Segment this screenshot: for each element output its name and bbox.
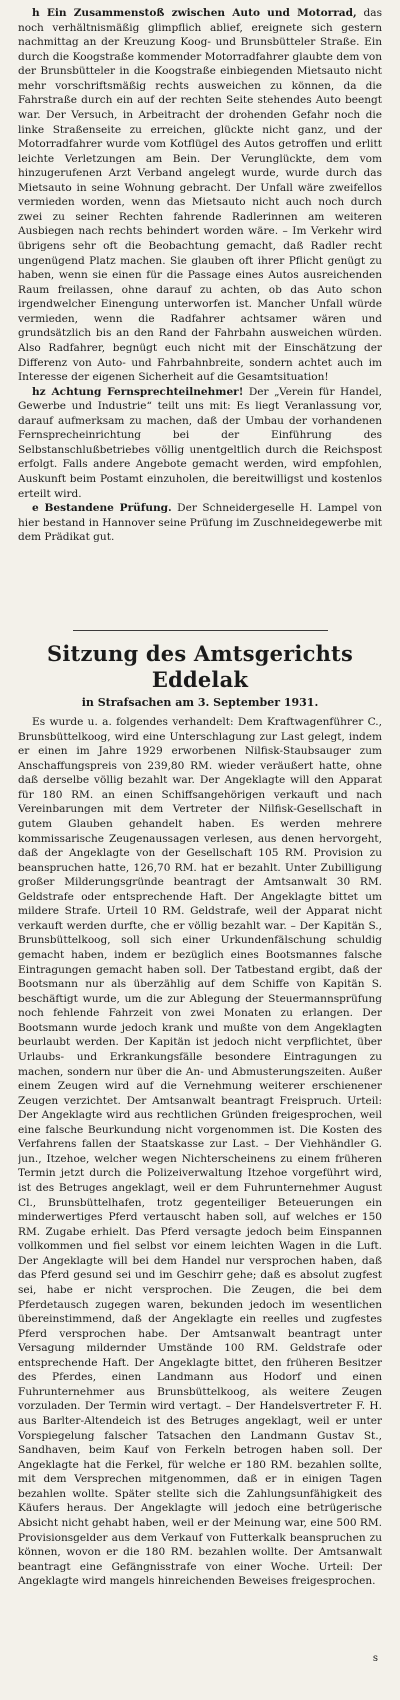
news-item-headline: hz Achtung Fernsprechteilnehmer! xyxy=(32,385,244,398)
section-divider xyxy=(73,630,328,631)
news-item-collision xyxy=(18,6,382,385)
court-report-body xyxy=(18,715,382,1700)
news-item-text: das noch verhältnismäßig glimpflich ablief, ereignete sich gestern nachmittag an der Kreuzung Koog- und Brunsbütteler Straße. Ein durch die Koogstraße kommender Motorradfahrer glaubte dem von der Brunsbütteler in die Koogstraße einbiegenden Mietsauto nicht mehr vorschriftsmäßig rechts ausweichen zu können, da die Fahrstraße durch ein auf der rechten Seite stehendes Auto beengt war. Der Versuch, in Arbeitracht der drohenden Gefahr noch die linke Straßenseite zu erreichen, glückte nicht ganz, und der Motorradfahrer wurde vom Kotflügel des Autos getroffen und erlitt leichte Verletzungen am Bein. Der Verunglückte, dem vom hinzugerufenen Arzt Verband angelegt wurde, wurde durch das Mietsauto in seine Wohnung gebracht. Der Unfall wäre zweifellos vermieden worden, wenn das Mietsauto nicht auch noch durch zwei zu seiner Rechten fahrende Radlerinnen am weiteren Ausbiegen nach rechts behindert worden wäre. – Im Verkehr wird übrigens sehr oft die Beobachtung gemacht, daß Radler recht ungenügend Platz machen. Sie glauben oft ihrer Pflicht genügt zu haben, wenn sie einen für die Passage eines Autos ausreichenden Raum freilassen, ohne darauf zu achten, ob das Auto schon irgendwelcher Einengung unterworfen ist. Mancher Unfall würde vermieden, wenn die Radfahrer achtsamer wären und grundsätzlich bis an den Rand der Fahrbahn ausweichen würden. Also Radfahrer, begnügt euch nicht mit der Einschätzung der Differenz von Auto- und Fahrbahnbreite, sondern achtet auch im Interesse der eigenen Sicherheit auf die Gesamtsituation! xyxy=(18,7,382,384)
court-report xyxy=(18,641,382,1700)
local-news-column xyxy=(18,6,382,621)
court-report-title: Sitzung des Amtsgerichts Eddelak xyxy=(47,641,353,692)
court-report-paragraph: Es wurde u. a. folgendes verhandelt: Dem Kraftwagenführer C., Brunsbüttelkoog, wird eine Unterschlagung zur Last gelegt, indem er einen im Jahre 1929 erworbenen Nilfisk-Staubsauger zum Anschaffungspreis von 239,80 RM. wieder veräußert hatte, ohne daß derselbe völlig bezahlt war. Der Angeklagte will den Apparat für 180 RM. an einen Schiffsangehörigen verkauft und nach Vereinbarungen mit dem Vertreter der Nilfisk-Gesellschaft in gutem Glauben gehandelt haben. Es werden mehrere kommissarische Zeugenaussagen verlesen, aus denen hervorgeht, daß der Angeklagte von der Gesellschaft 105 RM. Provision zu beanspruchen hatte, 126,70 RM. hat er bezahlt. Unter Zubilligung großer Milderungsgründe beantragt der Amtsanwalt 30 RM. Geldstrafe oder entsprechende Haft. Der Angeklagte bittet um mildere Strafe. Urteil 10 RM. Geldstrafe, weil der Apparat nicht verkauft werden durfte, che er völlig bezahlt war. – Der Kapitän S., Brunsbüttelkoog, soll sich einer Urkundenfälschung schuldig gemacht haben, indem er bezüglich eines Bootsmannes falsche Eintragungen gemacht haben soll. Der Tatbestand ergibt, daß der Bootsmann nur als überzählig auf dem Schiffe von Kapitän S. beschäftigt wurde, um die zur Ablegung der Steuermannsprüfung noch fehlende Fahrzeit von zwei Monaten zu erlangen. Der Bootsmann wurde jedoch krank und mußte von dem Angeklagten beurlaubt werden. Der Kapitän ist jedoch nicht verpflichtet, über Urlaubs- und Erkrankungsfälle besondere Eintragungen zu machen, sondern nur über die An- und Abmusterungszeiten. Außer einem Zeugen wird auf die Vernehmung weiterer erschienener Zeugen verzichtet. Der Amtsanwalt beantragt Freispruch. Urteil: Der Angeklagte wird aus rechtlichen Gründen freigesprochen, weil eine falsche Beurkundung nicht vorgenommen ist. Die Kosten des Verfahrens fallen der Staatskasse zur Last. – Der Viehhändler G. jun., Itzehoe, welcher wegen Nichterscheinens zu einem früheren Termin jetzt durch die Polizeiverwaltung Itzehoe vorgeführt wird, ist des Betruges angeklagt, weil er dem Fuhrunternehmer August Cl., Brunsbüttelhafen, trotz gegenteiliger Beteuerungen ein minderwertiges Pferd vertauscht haben soll, auf welches er 150 RM. Zugabe erhielt. Das Pferd versagte jedoch beim Einspannen vollkommen und fiel selbst vor einem leichten Wagen in die Luft. Der Angeklagte will bei dem Handel nur versprochen haben, daß das Pferd gesund sei und im Geschirr gehe; daß es absolut zugfest sei, habe er nicht versprochen. Die Zeugen, die bei dem Pferdetausch zugegen waren, bekunden jedoch im wesentlichen übereinstimmend, daß der Angeklagte ein reelles und zugfestes Pferd versprochen habe. Der Amtsanwalt beantragt unter Versagung mildernder Umstände 100 RM. Geldstrafe oder entsprechende Haft. Der Angeklagte bittet, den früheren Besitzer des Pferdes, einen Landmann aus Hodorf und einen Fuhrunternehmer aus Brunsbüttelkoog, als weitere Zeugen vorzuladen. Der Termin wird vertagt. – Der Handelsvertreter F. H. aus Barlter-Altendeich ist des Betruges angeklagt, weil er unter Vorspiegelung falscher Tatsachen den Landmann Gustav St., Sandhaven, beim Kauf von Ferkeln betrogen haben soll. Der Angeklagte hat die Ferkel, für welche er 180 RM. bezahlen sollte, mit dem Versprechen mitgenommen, daß er in einigen Tagen bezahlen wollte. Später stellte sich die Zahlungsunfähigkeit des Käufers heraus. Der Angeklagte will jedoch eine betrügerische Absicht nicht gehabt haben, weil er der Meinung war, eine 500 RM. Provisionsgelder aus dem Verkauf von Futterkalk beanspruchen zu können, wovon er die 180 RM. bezahlen wollte. Der Amtsanwalt beantragt eine Gefängnisstrafe von einer Woche. Urteil: Der Angeklagte wird mangels hinreichenden Beweises freigesprochen. xyxy=(18,716,382,1588)
column-end-mark: s xyxy=(372,1653,378,1664)
news-item-telephone xyxy=(18,385,382,502)
news-item-headline: h Ein Zusammenstoß zwischen Auto und Motorrad, xyxy=(32,7,357,19)
news-item-exam xyxy=(18,501,382,545)
news-item-headline: e Bestandene Prüfung. xyxy=(32,502,172,515)
news-item-text: Der Schneidergeselle H. Lampel von hier bestand in Hannover seine Prüfung im Zuschneidegewerbe mit dem Prädikat gut. xyxy=(18,502,382,544)
court-report-subtitle: in Strafsachen am 3. September 1931. xyxy=(81,696,319,709)
news-item-text: Der „Verein für Handel, Gewerbe und Industrie“ teilt uns mit: Es liegt Veranlassung vor, darauf aufmerksam zu machen, daß der Umbau der vorhandenen Fernsprecheinrichtung bei der Einführung des Selbstanschlußbetriebes völlig unentgeltlich durch die Reichspost erfolgt. Falls andere Angebote gemacht werden, wird empfohlen, Auskunft beim Postamt einzuholen, die bereitwilligst und kostenlos erteilt wird. xyxy=(18,385,382,500)
